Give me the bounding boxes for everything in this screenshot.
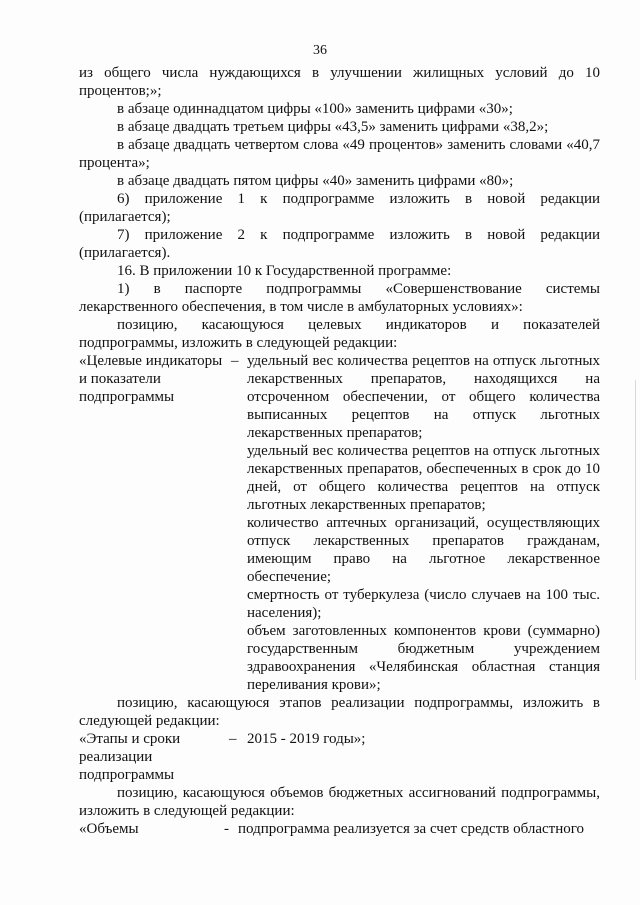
indicators-list: [247, 352, 600, 694]
indicators-label: «Целевые индикаторы и показатели подпрограммы: [79, 353, 223, 405]
paragraph: 6) приложение 1 к подпрограмме изложить в новой редакции (прилагается);: [79, 191, 600, 225]
paragraph: из общего числа нуждающихся в улучшении жилищных условий до 10 процентов;»;: [79, 65, 600, 99]
paragraph: в абзаце двадцать четвертом слова «49 процентов» заменить словами «40,7 процента»;: [79, 137, 600, 171]
paragraph: 7) приложение 2 к подпрограмме изложить в новой редакции (прилагается).: [79, 227, 600, 261]
paragraph: позицию, касающуюся целевых индикаторов и показателей подпрограммы, изложить в следующей редакции:: [79, 317, 600, 351]
indicator-item: количество аптечных организаций, осуществляющих отпуск лекарственных препаратов гражданам, имеющим право на льготное лекарственное обеспечение;: [247, 515, 600, 585]
volumes-row: [79, 820, 600, 838]
stages-label: «Этапы и сроки реализации подпрограммы: [79, 731, 181, 783]
stages-row: [79, 730, 600, 784]
scan-edge-line: [635, 380, 636, 680]
dash: –: [229, 731, 237, 747]
paragraph: 1) в паспорте подпрограммы «Совершенствование системы лекарственного обеспечения, в том числе в амбулаторных условиях»:: [79, 281, 600, 315]
stages-value: 2015 - 2019 годы»;: [247, 731, 366, 747]
paragraph: позицию, касающуюся этапов реализации подпрограммы, изложить в следующей редакции:: [79, 695, 600, 729]
paragraph: в абзаце одиннадцатом цифры «100» заменить цифрами «30»;: [117, 101, 513, 117]
indicator-item: удельный вес количества рецептов на отпуск льготных лекарственных препаратов, находящихся на отсроченном обеспечении, от общего количества выписанных рецептов на отпуск льготных лекарственных препаратов;: [247, 353, 600, 441]
paragraph: в абзаце двадцать третьем цифры «43,5» заменить цифрами «38,2»;: [117, 119, 549, 135]
paragraph: позицию, касающуюся объемов бюджетных ассигнований подпрограммы, изложить в следующей редакции:: [79, 785, 600, 819]
page-number: 36: [313, 43, 327, 58]
dash: –: [231, 353, 239, 369]
indicators-row: [79, 352, 600, 694]
volumes-value: подпрограмма реализуется за счет средств областного: [238, 821, 585, 837]
indicator-item: смертность от туберкулеза (число случаев на 100 тыс. населения);: [247, 587, 600, 621]
paragraph: 16. В приложении 10 к Государственной программе:: [117, 263, 452, 279]
indicator-item: удельный вес количества рецептов на отпуск льготных лекарственных препаратов, обеспеченных в срок до 10 дней, от общего количества рецептов на отпуск льготных лекарственных препаратов;: [247, 443, 600, 513]
dash: -: [224, 821, 229, 837]
indicator-item: объем заготовленных компонентов крови (суммарно) государственным бюджетным учреждением здравоохранения «Челябинская областная станция переливания крови»;: [247, 623, 600, 693]
volumes-label: «Объемы: [79, 821, 139, 837]
paragraph: в абзаце двадцать пятом цифры «40» заменить цифрами «80»;: [117, 173, 514, 189]
document-body: [79, 64, 600, 838]
